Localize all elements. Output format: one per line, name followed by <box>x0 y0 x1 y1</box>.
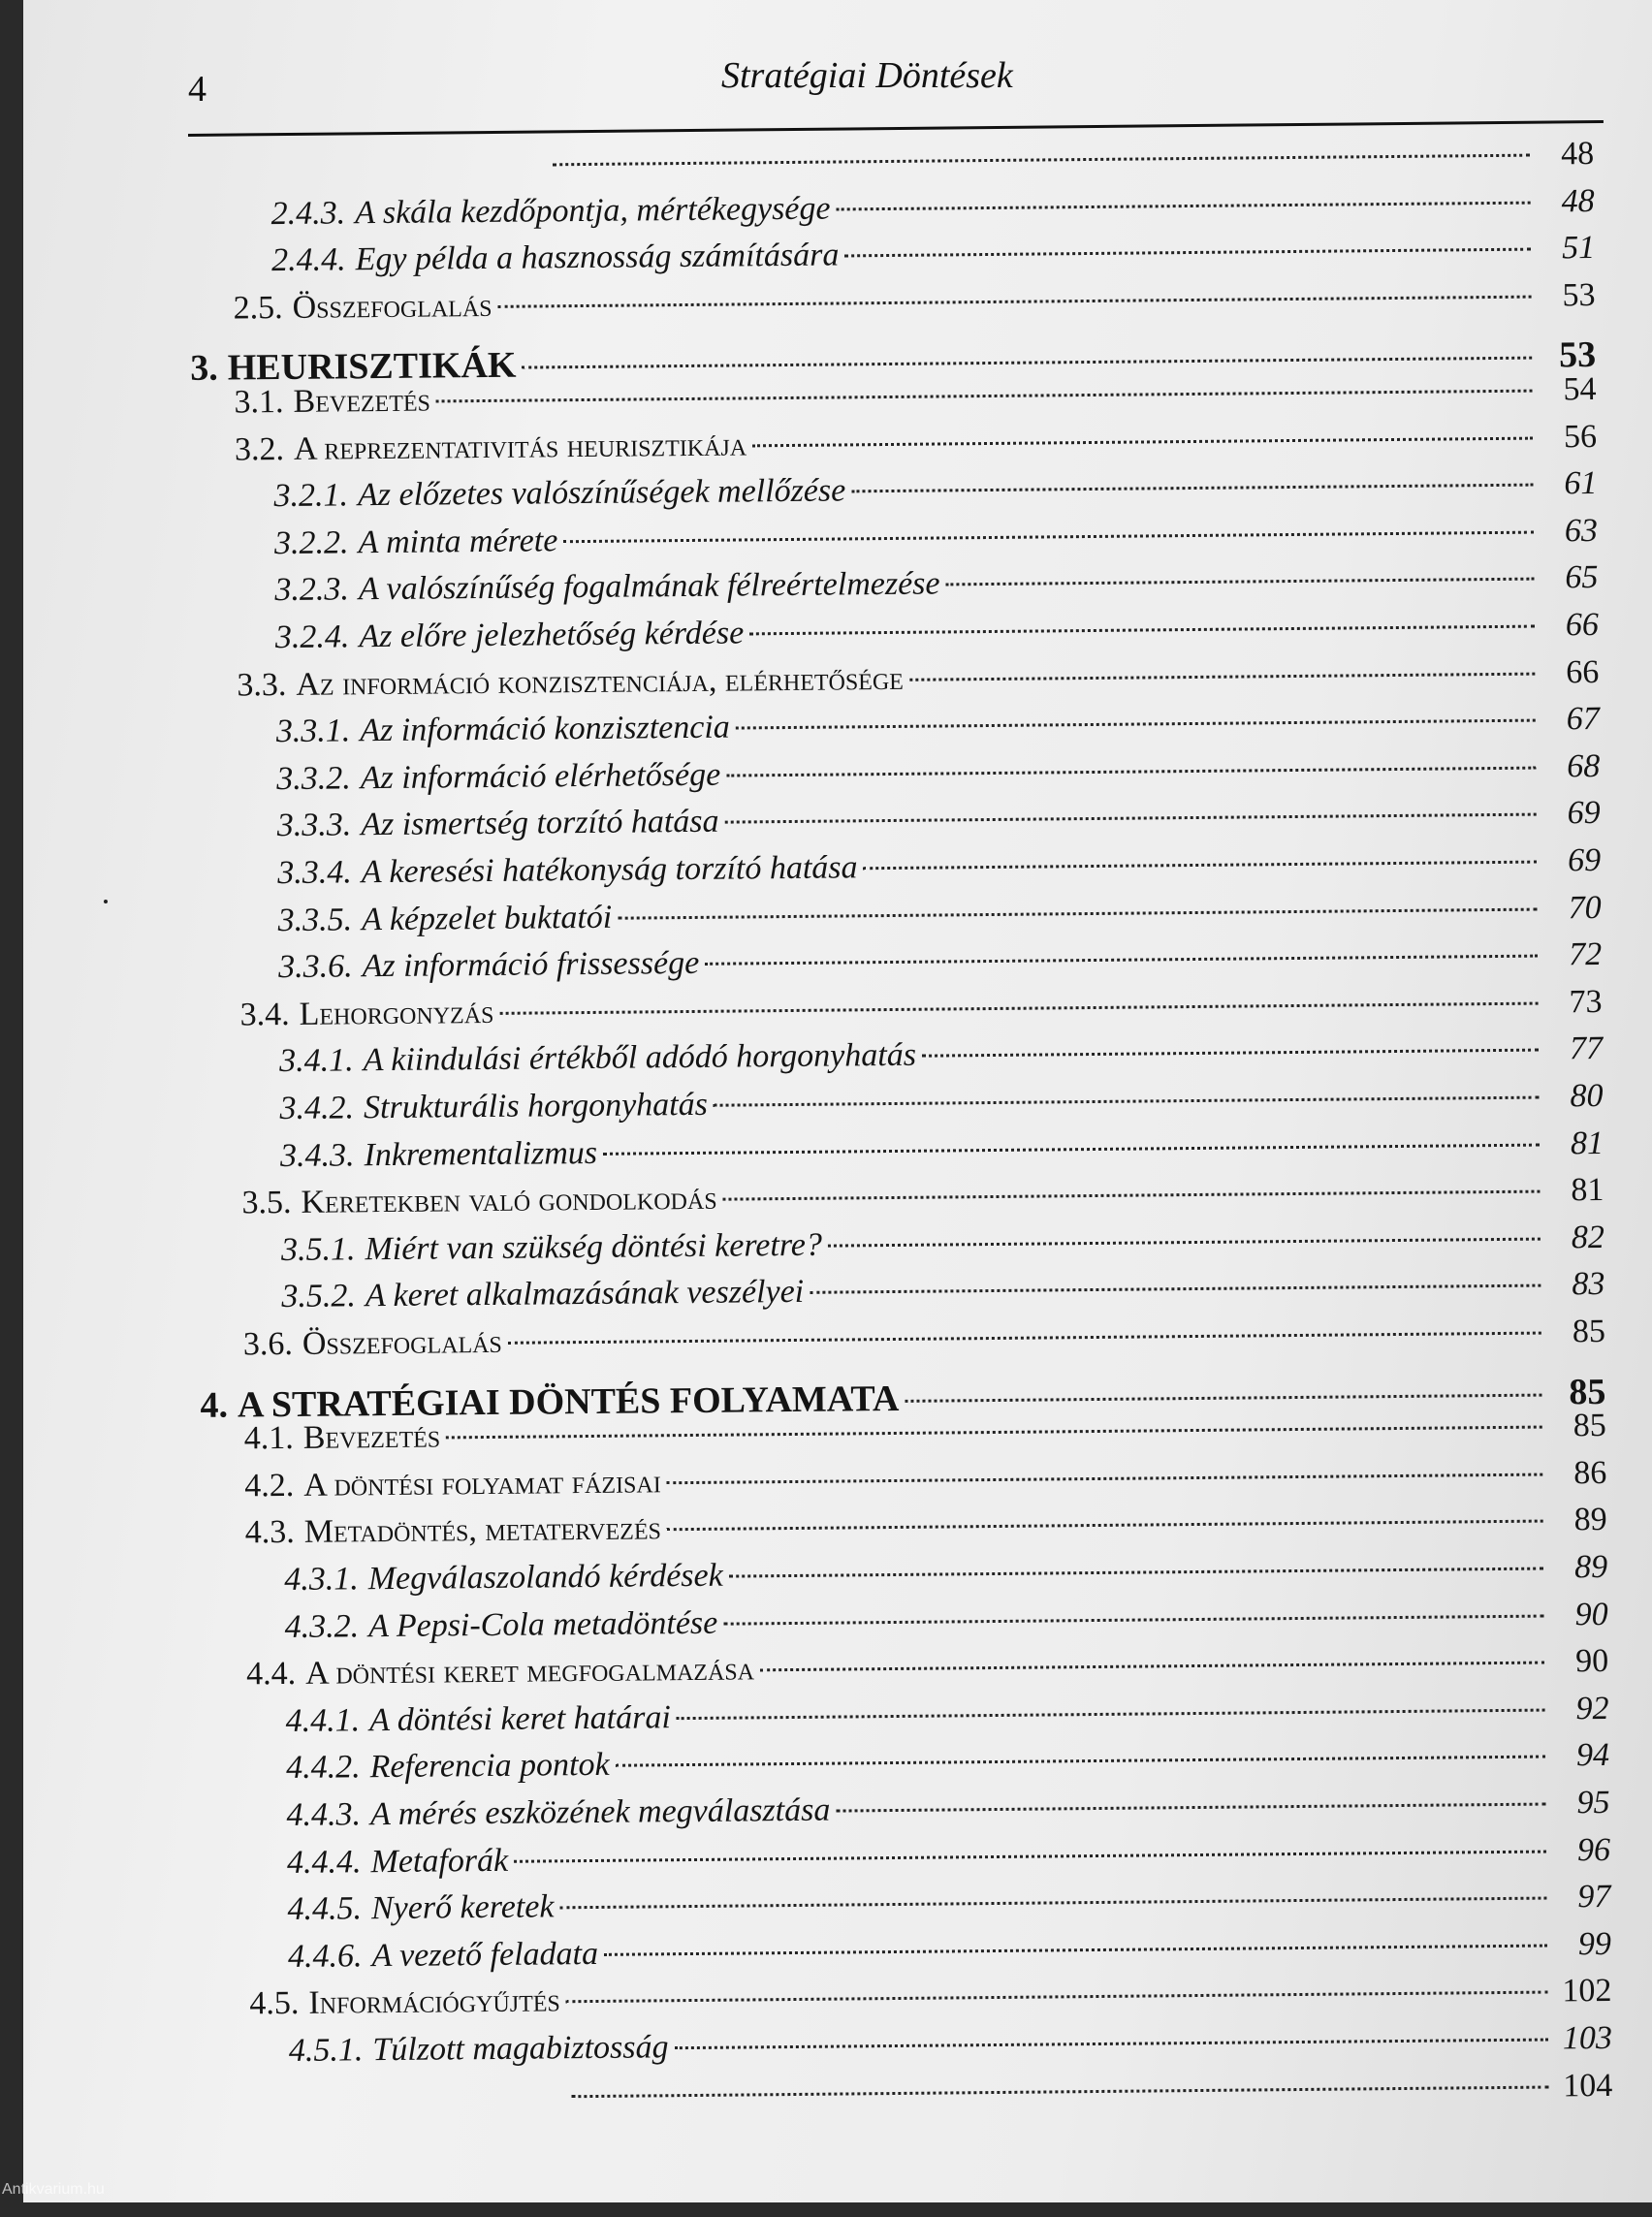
toc-dot-leader <box>603 1143 1540 1155</box>
toc-number: 3.2.1. <box>273 478 348 516</box>
toc-title: Miért van szükség döntési keretre? <box>365 1226 822 1268</box>
toc-page-number: 48 <box>1536 183 1594 221</box>
toc-page-number: 53 <box>1538 333 1596 377</box>
toc-title: A keret alkalmazásának veszélyei <box>365 1274 805 1314</box>
toc-dot-leader <box>675 2039 1548 2050</box>
watermark: Antikvarium.hu <box>2 2181 105 2199</box>
toc-title: Metadöntés, metatervezés <box>304 1511 661 1552</box>
toc-page-number: 61 <box>1539 465 1597 503</box>
toc-page-number: 63 <box>1540 513 1598 551</box>
toc-dot-leader <box>760 1662 1544 1672</box>
toc-number: 4.5. <box>249 1985 299 2022</box>
toc-number: 4.1. <box>244 1420 294 1457</box>
toc-page-number: 53 <box>1537 277 1595 315</box>
toc-number: 4.5.1. <box>289 2032 364 2070</box>
toc-page-number: 96 <box>1552 1832 1610 1870</box>
toc-number: 3. <box>190 347 218 390</box>
toc-dot-leader <box>508 1332 1541 1345</box>
toc-dot-leader <box>446 1426 1542 1440</box>
toc-number: 3.5.1. <box>281 1231 356 1269</box>
toc-dot-leader <box>498 295 1532 307</box>
toc-dot-leader <box>618 907 1537 919</box>
toc-page-number: 102 <box>1553 1973 1611 2011</box>
toc-dot-leader <box>828 1237 1541 1247</box>
toc-dot-leader <box>905 1393 1541 1402</box>
toc-title: Az információ elérhetősége <box>361 756 721 797</box>
toc-dot-leader <box>677 1708 1545 1720</box>
toc-page-number: 80 <box>1544 1078 1603 1116</box>
toc-page-number: 67 <box>1541 701 1600 739</box>
toc-dot-leader <box>522 357 1532 369</box>
toc-dot-leader <box>922 1049 1539 1058</box>
toc-number: 2.4.4. <box>271 242 346 280</box>
toc-title: Megválaszolandó kérdések <box>368 1558 723 1599</box>
toc-title: Az információ konzisztencia <box>360 710 730 750</box>
toc-page-number: 66 <box>1541 654 1599 692</box>
table-of-contents <box>22 0 1652 2217</box>
toc-dot-leader <box>566 1991 1548 2004</box>
toc-page-number: 89 <box>1549 1502 1607 1539</box>
toc-number: 4.2. <box>244 1468 294 1504</box>
toc-title: A skála kezdőpontja, mértékegysége <box>355 190 831 232</box>
toc-number: 3.5.2. <box>281 1279 356 1316</box>
toc-page-number: 94 <box>1551 1737 1609 1775</box>
toc-page-number: 89 <box>1549 1549 1607 1587</box>
toc-number: 2.5. <box>233 290 282 327</box>
toc-continuation-row <box>547 136 1594 190</box>
toc-dot-leader <box>749 625 1535 636</box>
toc-title: A keresési hatékonyság torzító hatása <box>362 849 858 891</box>
toc-number: 2.4.3. <box>271 195 346 233</box>
toc-dot-leader <box>736 719 1536 730</box>
toc-page-number: 99 <box>1553 1926 1611 1964</box>
toc-page-number: 70 <box>1542 890 1601 928</box>
toc-dot-leader <box>723 1614 1543 1625</box>
toc-title: Referencia pontok <box>369 1747 609 1786</box>
toc-page-number: 83 <box>1546 1266 1604 1304</box>
toc-dot-leader <box>729 1568 1543 1578</box>
toc-dot-leader <box>844 248 1531 258</box>
toc-number: 3.3.6. <box>278 949 353 987</box>
toc-title: Az előre jelezhetőség kérdése <box>359 615 744 655</box>
toc-dot-leader <box>571 2085 1548 2098</box>
toc-dot-leader <box>436 390 1533 403</box>
book-page <box>23 0 1652 2202</box>
toc-page-number: 65 <box>1540 559 1598 597</box>
toc-page-number: 85 <box>1547 1371 1605 1414</box>
toc-title: HEURISZTIKÁK <box>228 344 517 390</box>
toc-entry-row <box>233 277 1595 334</box>
toc-dot-leader <box>705 955 1538 966</box>
toc-number: 3.3. <box>237 667 286 704</box>
toc-number: 3.2. <box>235 431 284 468</box>
toc-dot-leader <box>563 530 1534 543</box>
toc-page-number: 92 <box>1550 1691 1608 1728</box>
toc-continuation-row <box>565 2068 1612 2122</box>
toc-dot-leader <box>836 1803 1545 1813</box>
toc-title: A vezető feladata <box>371 1936 598 1975</box>
toc-number: 3.3.2. <box>276 760 351 798</box>
toc-title: Egy példa a hasznosság számítására <box>355 238 839 279</box>
toc-title: A valószínűség fogalmának félreértelmezése <box>359 566 940 609</box>
toc-dot-leader <box>514 1850 1546 1862</box>
toc-entry-row <box>243 1314 1605 1371</box>
toc-title: A döntési folyamat fázisai <box>303 1464 661 1504</box>
toc-number: 3.4.3. <box>280 1137 355 1175</box>
toc-page-number: 90 <box>1549 1597 1607 1634</box>
toc-number: 4. <box>200 1383 228 1426</box>
toc-dot-leader <box>559 1897 1546 1910</box>
toc-number: 3.1. <box>234 384 283 421</box>
toc-page-number: 77 <box>1544 1030 1603 1068</box>
toc-page-number: 51 <box>1537 230 1595 268</box>
toc-dot-leader <box>616 1756 1545 1767</box>
toc-number: 3.4.1. <box>279 1043 354 1081</box>
toc-dot-leader <box>851 484 1533 493</box>
toc-dot-leader <box>837 201 1531 210</box>
toc-dot-leader <box>725 813 1537 824</box>
toc-page-number: 85 <box>1547 1314 1605 1351</box>
toc-number: 4.3.2. <box>285 1608 360 1646</box>
toc-dot-leader <box>810 1284 1541 1294</box>
toc-title: A reprezentativitás heurisztikája <box>294 427 747 467</box>
toc-title: A képzelet buktatói <box>362 899 612 937</box>
toc-dot-leader <box>604 1944 1547 1955</box>
toc-number: 3.3.5. <box>278 902 353 939</box>
toc-number: 3.3.4. <box>277 854 352 892</box>
toc-number: 3.6. <box>243 1326 293 1363</box>
toc-page-number: 104 <box>1554 2068 1612 2106</box>
toc-title: Bevezetés <box>293 383 430 421</box>
toc-number: 4.4.6. <box>288 1938 363 1976</box>
toc-number: 4.4.3. <box>286 1796 361 1834</box>
toc-title: Túlzott magabiztosság <box>372 2029 668 2069</box>
toc-page-number: 69 <box>1542 842 1601 880</box>
toc-number: 3.3.1. <box>276 713 351 751</box>
toc-page-number: 97 <box>1552 1879 1610 1916</box>
toc-page-number: 54 <box>1538 371 1596 409</box>
toc-title: Lehorgonyzás <box>299 995 493 1033</box>
toc-page-number: 68 <box>1541 748 1600 786</box>
toc-dot-leader <box>723 1190 1541 1201</box>
toc-dot-leader <box>667 1520 1543 1532</box>
toc-number: 4.4.5. <box>287 1890 362 1928</box>
toc-number: 4.4.1. <box>285 1702 360 1740</box>
toc-title: A kiindulási értékből adódó horgonyhatás <box>363 1037 916 1079</box>
toc-title: A döntési keret határai <box>369 1699 671 1739</box>
toc-dot-leader <box>553 154 1530 167</box>
toc-title: A minta mérete <box>358 523 557 561</box>
toc-number: 4.4. <box>246 1656 296 1693</box>
toc-page-number: 103 <box>1554 2020 1612 2058</box>
toc-dot-leader <box>909 672 1535 681</box>
running-head: Stratégiai Döntések <box>721 54 1013 97</box>
toc-title: Bevezetés <box>303 1419 441 1457</box>
toc-title: Inkrementalizmus <box>364 1135 597 1174</box>
toc-title: Az információ frissessége <box>362 945 699 985</box>
toc-page-number: 95 <box>1551 1785 1609 1822</box>
toc-title: Strukturális horgonyhatás <box>364 1087 708 1126</box>
toc-title: A döntési keret megfogalmazása <box>305 1652 754 1693</box>
toc-page-number: 81 <box>1545 1125 1604 1163</box>
toc-title: Összefoglalás <box>302 1324 502 1363</box>
stray-dot <box>104 900 108 903</box>
toc-dot-leader <box>864 861 1538 871</box>
toc-dot-leader <box>726 766 1536 776</box>
toc-page-number: 81 <box>1545 1172 1604 1210</box>
toc-title: A STRATÉGIAI DÖNTÉS FOLYAMATA <box>238 1378 900 1427</box>
toc-title: A Pepsi-Cola metadöntése <box>368 1604 717 1644</box>
toc-page-number: 66 <box>1541 607 1599 645</box>
toc-dot-leader <box>946 578 1535 586</box>
toc-number: 4.4.2. <box>286 1750 361 1788</box>
toc-number: 3.4.2. <box>279 1090 354 1127</box>
toc-page-number: 69 <box>1542 795 1601 833</box>
toc-title: Az információ konzisztenciája, elérhetősége <box>296 660 904 703</box>
toc-dot-leader <box>752 436 1533 447</box>
toc-title: A mérés eszközének megválasztása <box>370 1792 831 1834</box>
toc-page-number: 73 <box>1543 984 1602 1022</box>
toc-number: 3.3.3. <box>277 808 352 845</box>
toc-page-number: 90 <box>1550 1643 1608 1681</box>
toc-number: 4.3.1. <box>284 1561 359 1599</box>
toc-page-number: 72 <box>1543 936 1602 974</box>
toc-dot-leader <box>667 1473 1543 1484</box>
toc-page-number: 48 <box>1536 136 1594 174</box>
toc-title: Nyerő keretek <box>371 1889 555 1928</box>
toc-title: Az előzetes valószínűségek mellőzése <box>358 473 846 515</box>
toc-title: Összefoglalás <box>292 288 492 327</box>
toc-number: 4.3. <box>245 1514 295 1551</box>
page-number: 4 <box>188 68 206 111</box>
toc-number: 3.4. <box>239 997 289 1033</box>
toc-number: 3.5. <box>241 1185 291 1221</box>
toc-title: Információgyűjtés <box>308 1983 560 2022</box>
toc-number: 3.2.4. <box>275 618 350 656</box>
toc-page-number: 85 <box>1548 1408 1606 1445</box>
toc-number: 3.2.3. <box>274 572 349 610</box>
toc-page-number: 82 <box>1546 1219 1604 1257</box>
toc-number: 4.4.4. <box>287 1844 362 1882</box>
toc-page-number: 86 <box>1548 1455 1606 1493</box>
toc-title: Keretekben való gondolkodás <box>301 1181 716 1221</box>
toc-dot-leader <box>714 1096 1540 1107</box>
toc-dot-leader <box>499 1001 1538 1014</box>
toc-page-number: 56 <box>1539 419 1597 457</box>
toc-title: Az ismertség torzító hatása <box>361 804 719 844</box>
toc-title: Metaforák <box>370 1842 508 1880</box>
toc-number: 3.2.2. <box>274 524 349 562</box>
